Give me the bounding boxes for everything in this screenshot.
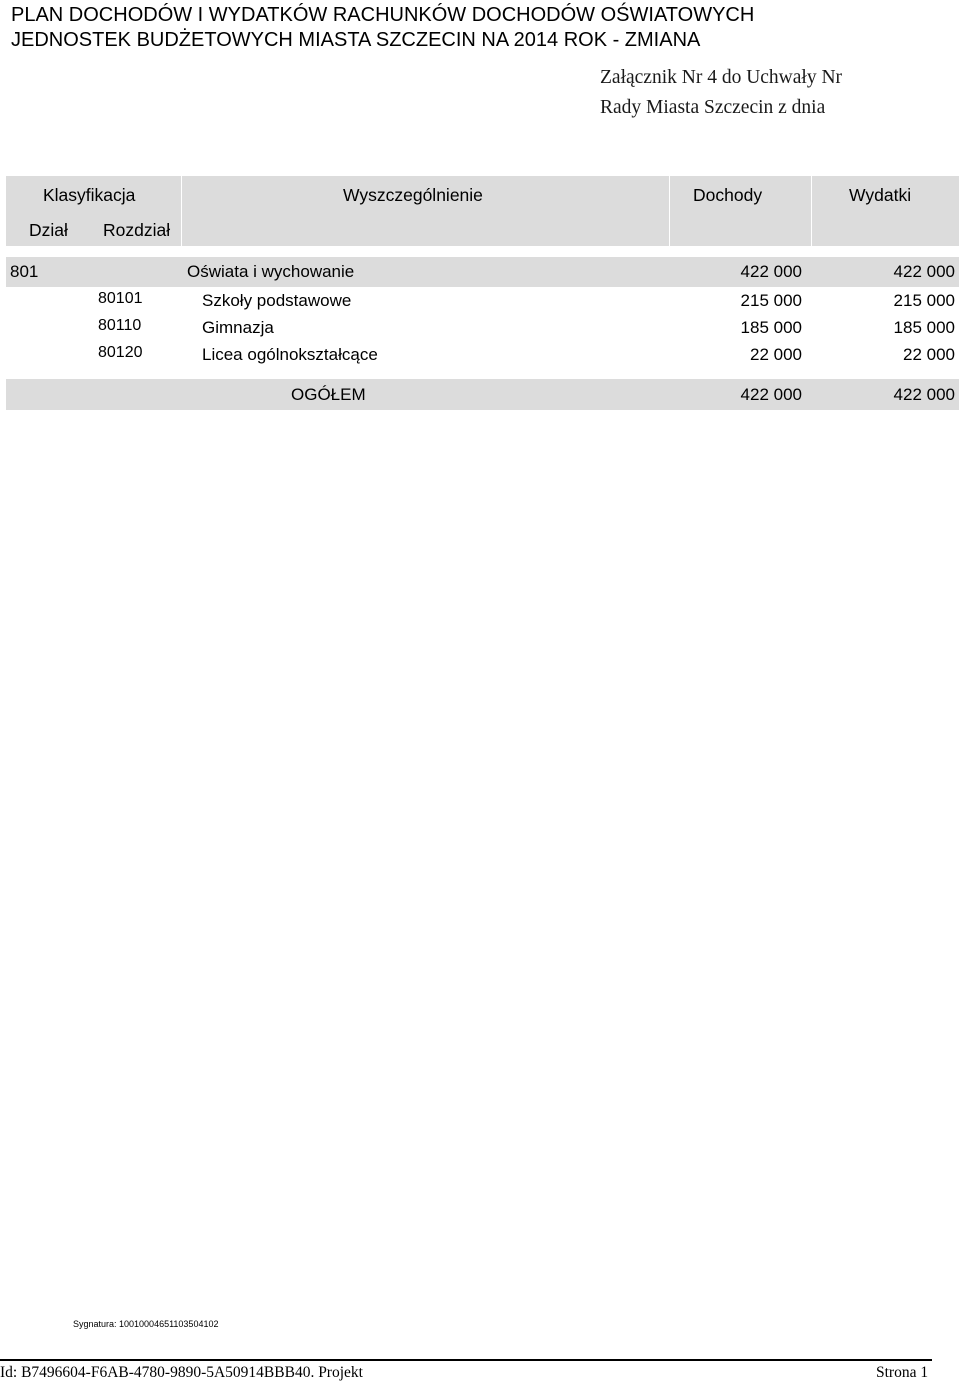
total-dochody: 422 000 [740,385,802,404]
row-dochody: 22 000 [750,345,802,364]
section-dzial: 801 [10,262,39,281]
header-cell-klasyfikacja [6,176,181,246]
section-wydatki: 422 000 [893,262,955,281]
section-row [6,257,959,287]
row-rozdzial: 80110 [98,317,142,334]
title-line-2: JEDNOSTEK BUDŻETOWYCH MIASTA SZCZECIN NA 2014 ROK - ZMIANA [11,29,701,51]
header-rozdzial: Rozdział [103,220,171,240]
row-dochody: 215 000 [740,291,802,310]
row-dochody: 185 000 [740,318,802,337]
header-cell-wydatki [812,176,959,246]
signature: Sygnatura: 10010004651103504102 [73,1319,219,1329]
row-rozdzial: 80120 [98,344,143,361]
annex-line-2: Rady Miasta Szczecin z dnia [600,97,826,118]
header-dzial: Dział [29,220,68,240]
header-cell-wyszczegolnienie [182,176,669,246]
header-wydatki: Wydatki [849,185,912,205]
document-title [11,3,754,53]
footer-page-number: Strona 1 [876,1364,929,1381]
total-wydatki: 422 000 [893,385,955,404]
row-wydatki: 22 000 [903,345,955,364]
section-dochody: 422 000 [740,262,802,281]
header-cell-dochody [670,176,811,246]
total-label: OGÓŁEM [291,385,366,404]
annex-note [600,63,842,123]
total-row [6,379,959,410]
annex-line-1: Załącznik Nr 4 do Uchwały Nr [600,67,843,88]
footer-divider [0,1359,932,1361]
footer-id: Id: B7496604-F6AB-4780-9890-5A50914BBB40. Projekt [0,1364,363,1381]
row-name: Gimnazja [202,318,274,337]
header-klasyfikacja: Klasyfikacja [43,185,136,205]
section-name: Oświata i wychowanie [187,262,355,281]
row-name: Szkoły podstawowe [202,291,352,310]
row-wydatki: 185 000 [893,318,955,337]
row-name: Licea ogólnokształcące [202,345,378,364]
header-wyszczegolnienie: Wyszczególnienie [343,185,483,205]
row-rozdzial: 80101 [98,290,143,307]
row-wydatki: 215 000 [893,291,955,310]
table-header [6,176,959,246]
header-dochody: Dochody [693,185,763,205]
title-line-1: PLAN DOCHODÓW I WYDATKÓW RACHUNKÓW DOCHODÓW OŚWIATOWYCH [11,4,755,26]
